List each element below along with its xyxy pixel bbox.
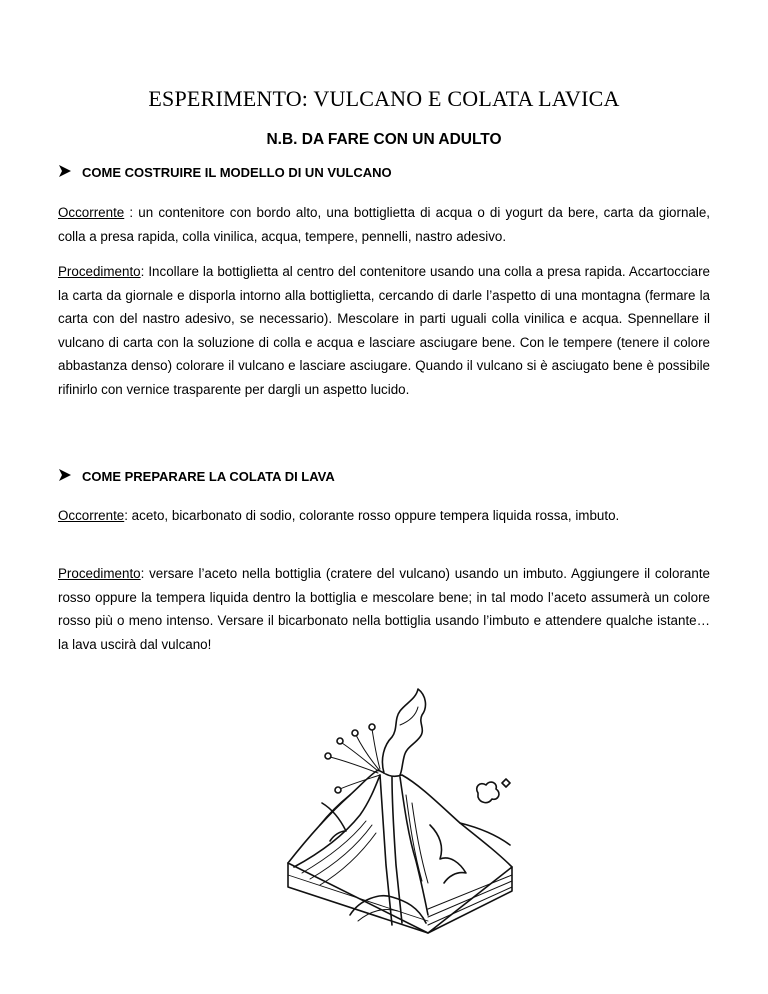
section-heading-text: COME COSTRUIRE IL MODELLO DI UN VULCANO — [82, 165, 392, 180]
section-heading-build-volcano — [58, 164, 392, 181]
section-heading-lava-flow — [58, 468, 335, 485]
document-title: ESPERIMENTO: VULCANO E COLATA LAVICA — [148, 86, 620, 111]
procedure-paragraph-lava — [58, 562, 710, 656]
document-subtitle: N.B. DA FARE CON UN ADULTO — [266, 131, 502, 148]
materials-label: Occorrente — [58, 508, 125, 523]
materials-paragraph-volcano — [58, 201, 710, 248]
arrowhead-bullet-icon — [58, 164, 72, 181]
volcano-cross-section-illustration — [280, 685, 520, 940]
procedure-text: : Incollare la bottiglietta al centro del contenitore usando una colla a presa rapida. Accartocciare la carta da giornale e disporla intorno alla bottiglietta, cercando di darle l’aspetto di una montagna (fermare la carta con del nastro adesivo, se necessario). Mescolare in parti uguali colla vinilica e acqua. Spennellare il vulcano di carta con la soluzione di colla e acqua e lasciare asciugare bene. Con le tempere (tenere il colore abbastanza denso) colorare il vulcano e lasciare asciugare. Quando il vulcano si è asciugato bene è possibile rifinirlo con vernice trasparente per dargli un aspetto lucido. — [58, 264, 710, 397]
materials-label: Occorrente — [58, 205, 125, 220]
materials-text: : un contenitore con bordo alto, una bottiglietta di acqua o di yogurt da bere, carta da giornale, colla a presa rapida, colla vinilica, acqua, tempere, pennelli, nastro adesivo. — [58, 205, 710, 244]
procedure-label: Procedimento — [58, 264, 141, 279]
procedure-paragraph-volcano — [58, 260, 710, 402]
section-heading-text: COME PREPARARE LA COLATA DI LAVA — [82, 469, 335, 484]
procedure-text: : versare l’aceto nella bottiglia (cratere del vulcano) usando un imbuto. Aggiungere il colorante rosso oppure la tempera liquida dentro la bottiglia e mescolare bene; in tal modo l’aceto assumerà un colore rosso più o meno intenso. Versare il bicarbonato nella bottiglia usando l’imbuto e attendere qualche istante… la lava uscirà dal vulcano! — [58, 566, 710, 652]
materials-text: : aceto, bicarbonato di sodio, colorante rosso oppure tempera liquida rossa, imbuto. — [124, 508, 620, 523]
arrowhead-bullet-icon — [58, 468, 72, 485]
procedure-label: Procedimento — [58, 566, 141, 581]
materials-paragraph-lava — [58, 504, 710, 528]
